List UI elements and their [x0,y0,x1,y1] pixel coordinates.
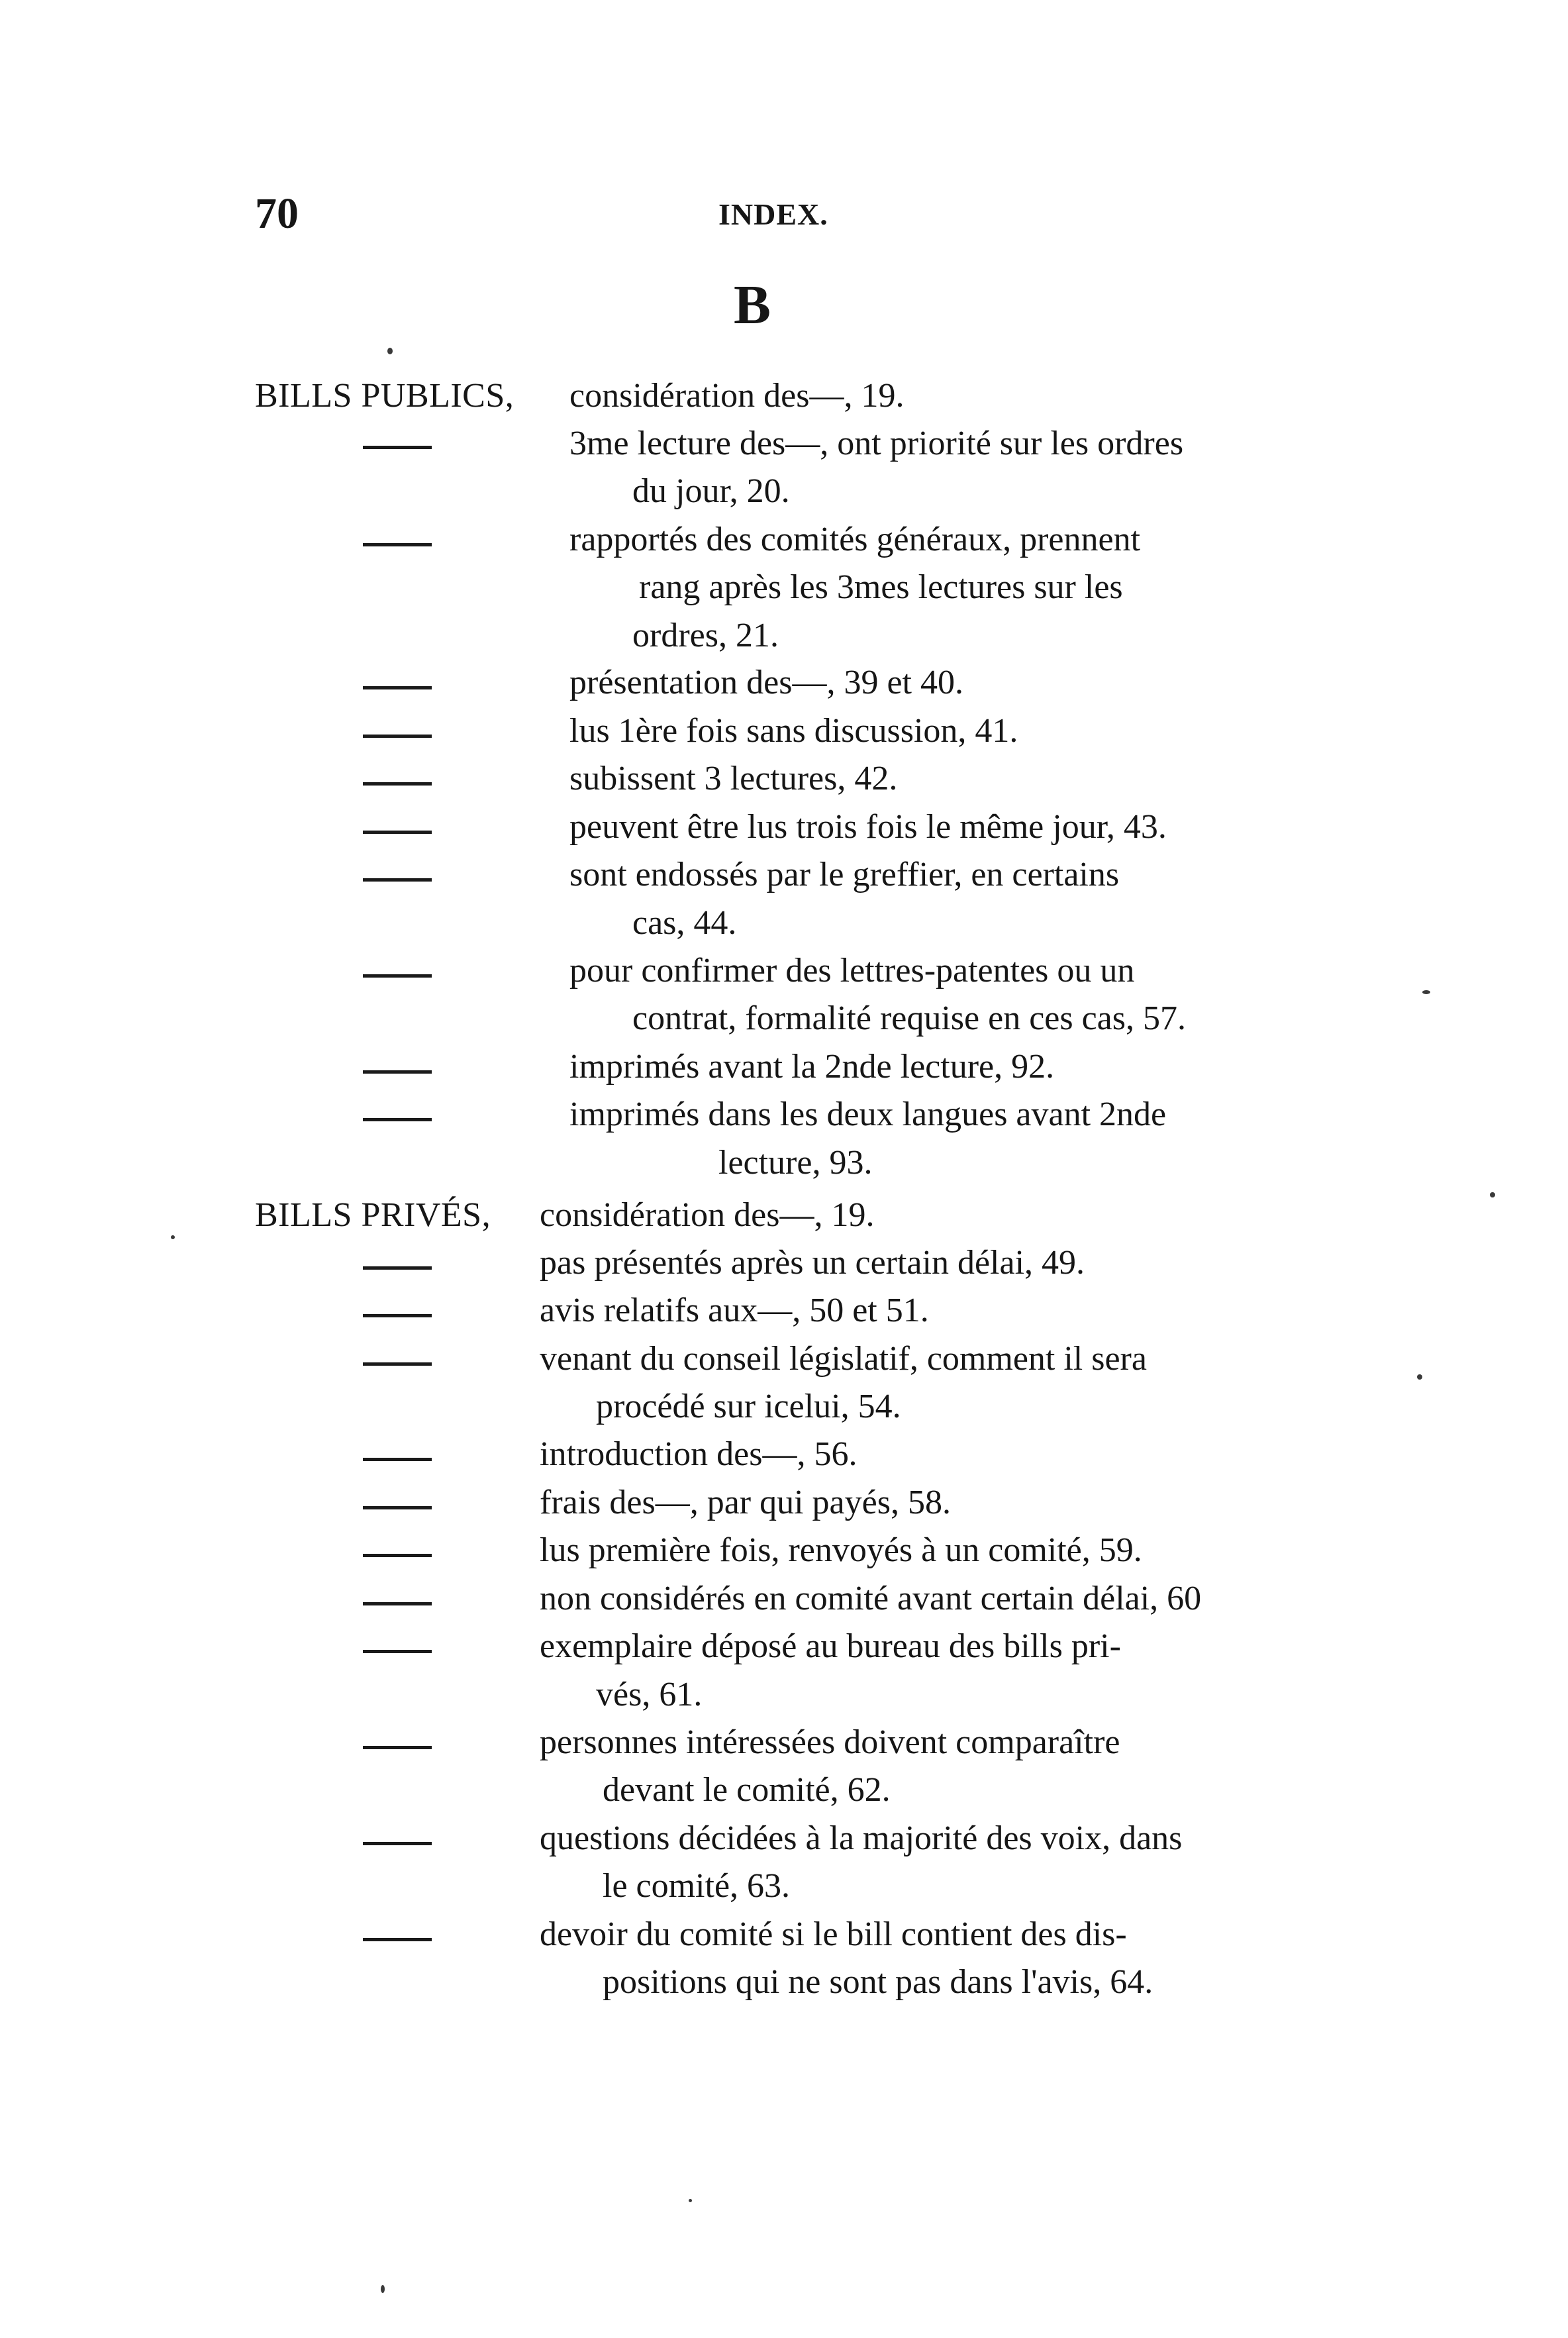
index-line: pour confirmer des lettres-patentes ou un [569,952,1135,990]
index-line: considération des—, 19. [540,1196,875,1234]
ditto-dash [363,1118,432,1121]
ditto-dash [363,735,432,738]
index-line: présentation des—, 39 et 40. [569,664,963,701]
ditto-dash [363,686,432,689]
ditto-dash [363,1362,432,1366]
index-line: contrat, formalité requise en ces cas, 57. [632,999,1186,1037]
scan-speck [1422,990,1430,994]
index-line: positions qui ne sont pas dans l'avis, 64. [603,1963,1153,2001]
index-line: lus 1ère fois sans discussion, 41. [569,712,1018,750]
index-line: rang après les 3mes lectures sur les [639,568,1123,606]
index-line: considération des—, 19. [569,377,905,415]
index-line: procédé sur icelui, 54. [596,1388,901,1425]
index-line: frais des—, par qui payés, 58. [540,1484,951,1521]
ditto-dash [363,878,432,882]
page-title: INDEX. [718,197,828,231]
ditto-dash [363,1266,432,1270]
index-line: non considérés en comité avant certain délai, 60 [540,1580,1202,1617]
index-line: rapportés des comités généraux, prennent [569,521,1141,558]
index-line: cas, 44. [632,904,737,942]
index-line: 3me lecture des—, ont priorité sur les ordres [569,425,1184,462]
index-line: questions décidées à la majorité des voix, dans [540,1819,1183,1857]
index-line: personnes intéressées doivent comparaître [540,1723,1120,1761]
index-line: pas présentés après un certain délai, 49. [540,1244,1085,1282]
scan-speck [171,1235,175,1239]
page-number: 70 [255,189,299,238]
index-line: lecture, 93. [718,1144,873,1182]
index-line: devant le comité, 62. [603,1771,891,1809]
index-line: vés, 61. [596,1676,703,1713]
ditto-dash [363,1314,432,1317]
ditto-dash [363,543,432,546]
index-line: avis relatifs aux—, 50 et 51. [540,1292,929,1329]
ditto-dash [363,1506,432,1509]
scan-speck [1417,1374,1422,1380]
index-line: introduction des—, 56. [540,1435,858,1473]
index-line: imprimés dans les deux langues avant 2nde [569,1095,1167,1133]
ditto-dash [363,446,432,449]
index-line: devoir du comité si le bill contient des dis- [540,1915,1127,1953]
index-line: lus première fois, renvoyés à un comité, 59. [540,1531,1142,1569]
scan-speck [1490,1192,1495,1197]
ditto-dash [363,1458,432,1461]
ditto-dash [363,1650,432,1653]
index-line: venant du conseil législatif, comment il sera [540,1340,1147,1378]
entry-heading-bills-prives: BILLS PRIVÉS, [255,1196,491,1234]
index-line: du jour, 20. [632,472,790,510]
ditto-dash [363,1746,432,1749]
section-letter: B [734,274,771,336]
index-line: le comité, 63. [603,1867,791,1905]
index-line: peuvent être lus trois fois le même jour, 43. [569,808,1167,846]
scan-speck [689,2199,692,2202]
scan-speck [387,348,393,354]
ditto-dash [363,831,432,834]
ditto-dash [363,1842,432,1845]
index-line: subissent 3 lectures, 42. [569,760,898,797]
ditto-dash [363,1554,432,1557]
entry-heading-bills-publics: BILLS PUBLICS, [255,377,514,415]
ditto-dash [363,1602,432,1605]
ditto-dash [363,974,432,978]
ditto-dash [363,782,432,786]
scan-speck [381,2285,385,2293]
index-line: sont endossés par le greffier, en certains [569,856,1120,893]
index-line: exemplaire déposé au bureau des bills pri- [540,1627,1121,1665]
ditto-dash [363,1938,432,1941]
ditto-dash [363,1070,432,1074]
index-line: ordres, 21. [632,617,779,654]
index-line: imprimés avant la 2nde lecture, 92. [569,1048,1055,1086]
